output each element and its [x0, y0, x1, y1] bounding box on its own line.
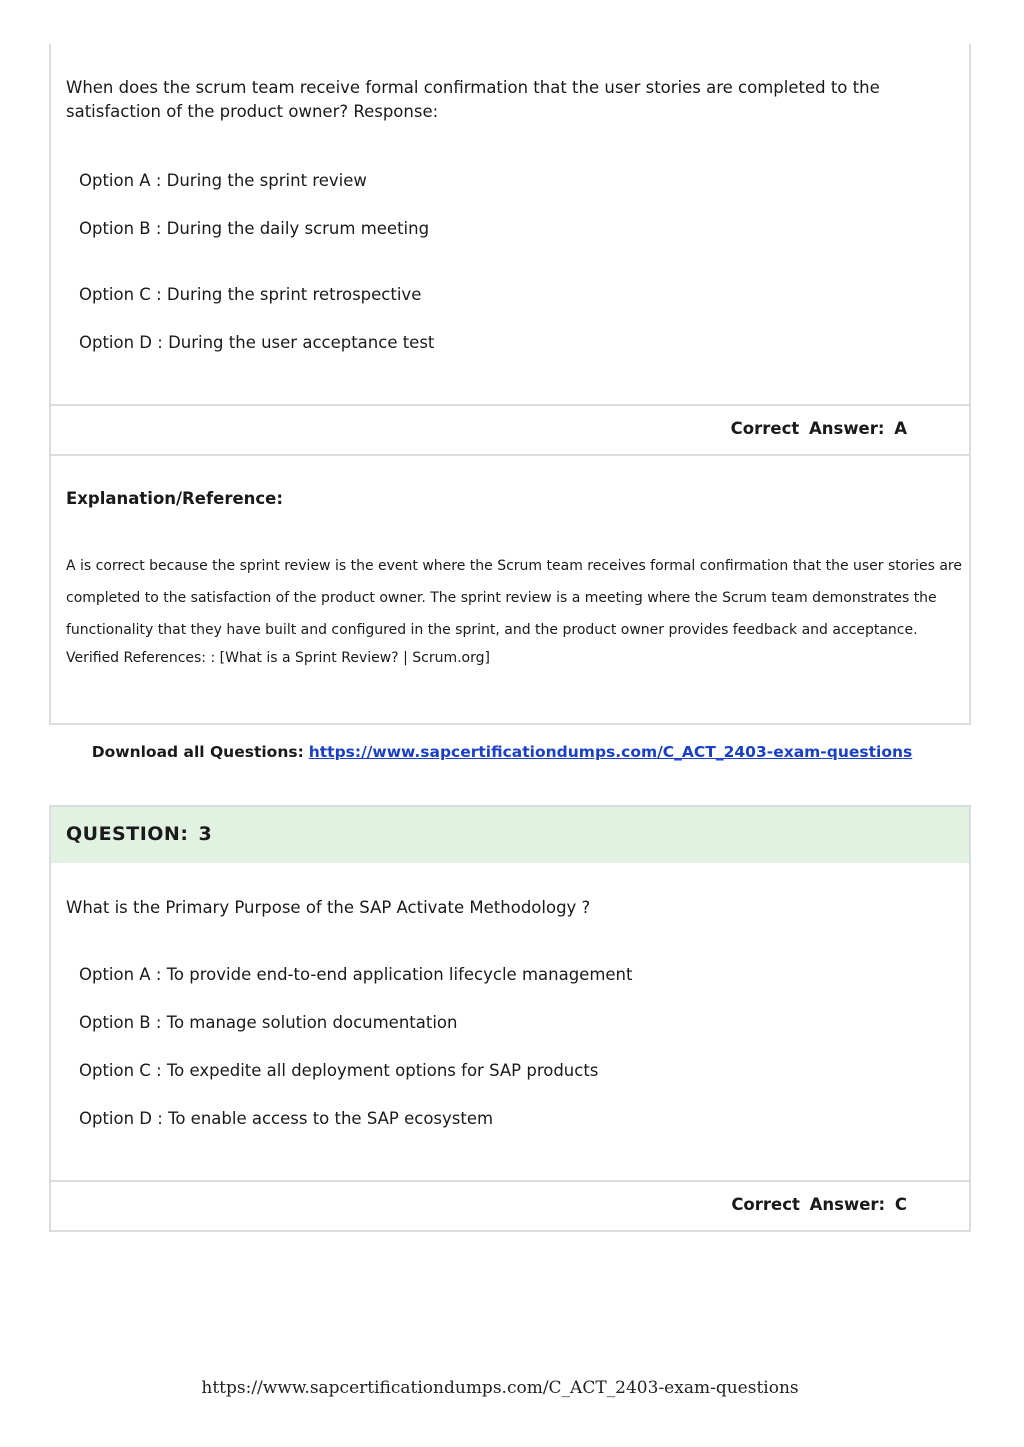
- correct-answer: Correct Answer: C: [731, 1195, 907, 1214]
- option-b: Option B : During the daily scrum meeting: [79, 219, 430, 238]
- question-header: [51, 807, 969, 863]
- option-c: Option C : During the sprint retrospective: [79, 285, 422, 304]
- download-label: Download all Questions:: [91, 743, 304, 761]
- option-b: Option B : To manage solution documentation: [79, 1013, 458, 1032]
- correct-answer: Correct Answer: A: [730, 419, 907, 438]
- option-a: Option A : During the sprint review: [79, 171, 367, 190]
- question-text: When does the scrum team receive formal confirmation that the user stories are completed to the satisfaction of the product owner? Response:: [66, 78, 880, 121]
- option-d: Option D : During the user acceptance test: [79, 333, 435, 352]
- option-c: Option C : To expedite all deployment options for SAP products: [79, 1061, 599, 1080]
- explanation-text: A is correct because the sprint review is the event where the Scrum team receives formal confirmation that the user stories are completed to the satisfaction of the product owner. The sprint review is a meeting where the Scrum team demonstrates the functionality that they have built and configured in the sprint, and the product owner provides feedback and acceptance.: [66, 558, 962, 638]
- question-2-card: [49, 44, 971, 725]
- option-a: Option A : To provide end-to-end application lifecycle management: [79, 965, 633, 984]
- explanation-title: Explanation/Reference:: [66, 489, 283, 508]
- download-link[interactable]: https://www.sapcertificationdumps.com/C_ACT_2403-exam-questions: [308, 743, 913, 761]
- option-d: Option D : To enable access to the SAP ecosystem: [79, 1109, 494, 1128]
- divider: [51, 1180, 969, 1182]
- divider: [51, 404, 969, 406]
- verified-references: Verified References: : [What is a Sprint Review? | Scrum.org]: [66, 650, 490, 666]
- explanation-body: [66, 550, 966, 674]
- question-3-card: [49, 805, 971, 1232]
- divider: [51, 454, 969, 456]
- footer-url: https://www.sapcertificationdumps.com/C_ACT_2403-exam-questions: [201, 1378, 799, 1398]
- download-line: [0, 741, 1004, 763]
- question-text: What is the Primary Purpose of the SAP Activate Methodology ?: [66, 898, 591, 917]
- question-title: QUESTION: 3: [66, 823, 213, 845]
